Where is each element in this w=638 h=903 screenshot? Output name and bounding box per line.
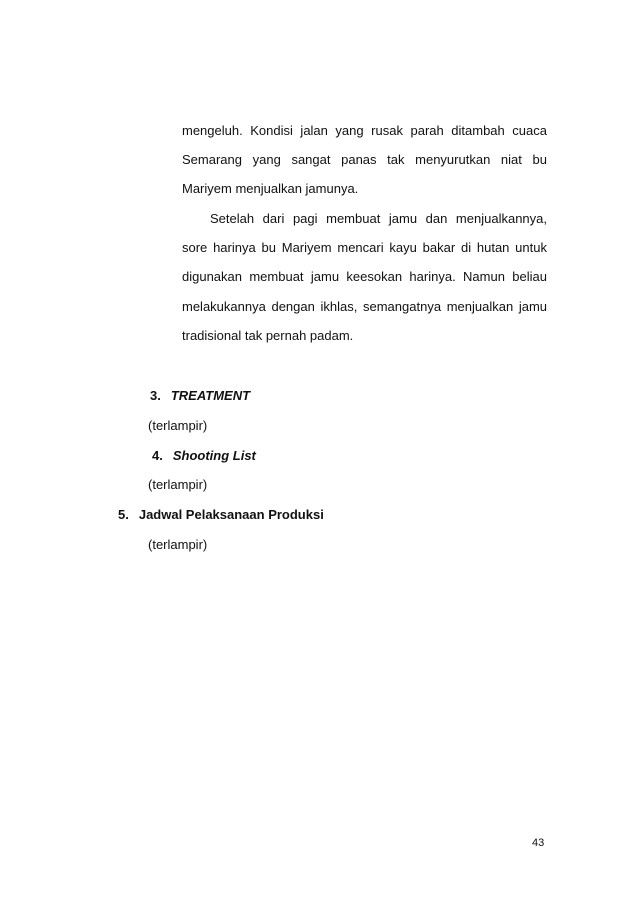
section-3-note: (terlampir)	[148, 418, 208, 433]
section-5-number: 5.	[118, 507, 129, 522]
paragraph-1-line-3: Mariyem menjualkan jamunya.	[182, 181, 359, 196]
paragraph-1-line-2: Semarang yang sangat panas tak menyurutkan niat bu	[182, 152, 547, 167]
section-4-note: (terlampir)	[148, 477, 208, 492]
paragraph-2-line-2: sore harinya bu Mariyem mencari kayu bakar di hutan untuk	[182, 240, 547, 255]
paragraph-2-line-3: digunakan membuat jamu keesokan harinya. Namun beliau	[182, 269, 547, 284]
section-4-heading	[152, 448, 256, 464]
section-3-title: TREATMENT	[170, 388, 251, 403]
section-3-heading	[150, 388, 250, 404]
page-number: 43	[532, 837, 545, 849]
section-5-title: Jadwal Pelaksanaan Produksi	[138, 507, 324, 522]
paragraph-2-line-1: Setelah dari pagi membuat jamu dan menjualkannya,	[210, 211, 547, 226]
section-5-note: (terlampir)	[148, 537, 208, 552]
paragraph-2-line-4: melakukannya dengan ikhlas, semangatnya menjualkan jamu	[182, 299, 547, 314]
section-3-number: 3.	[150, 388, 161, 403]
section-4-number: 4.	[152, 448, 163, 463]
paragraph-1-line-1: mengeluh. Kondisi jalan yang rusak parah ditambah cuaca	[182, 123, 547, 138]
paragraph-2-line-5: tradisional tak pernah padam.	[182, 328, 354, 343]
section-4-title: Shooting List	[172, 448, 256, 463]
section-5-heading	[118, 507, 324, 523]
